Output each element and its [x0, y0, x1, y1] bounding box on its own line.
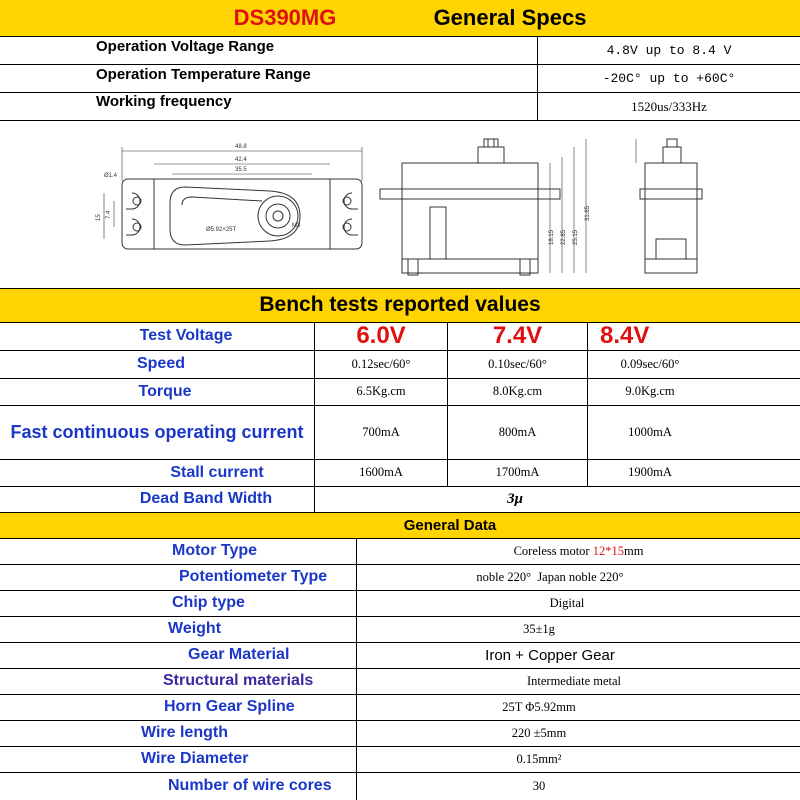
speed-8v4: 0.09sec/60°: [620, 356, 680, 371]
motor-size: 12*15: [592, 543, 624, 558]
data-label-weight: Weight: [168, 620, 222, 637]
data-label-wire-length: Wire length: [141, 724, 228, 741]
bench-voltage-label: Test Voltage: [139, 327, 233, 344]
data-label-wire-cores: Number of wire cores: [168, 777, 332, 794]
data-label-gear-material: Gear Material: [188, 646, 290, 663]
bench-label-torque: Torque: [138, 382, 192, 400]
stall-8v4: 1900mA: [628, 465, 672, 479]
header-bar: [0, 0, 800, 36]
spec-label-frequency: Working frequency: [96, 93, 232, 110]
torque-7v4: 8.0Kg.cm: [492, 384, 543, 398]
deadband-value: 3μ: [507, 490, 523, 507]
data-value-gear-material: Iron + Copper Gear: [485, 646, 615, 664]
spec-label-temperature: Operation Temperature Range: [96, 66, 311, 83]
spec-label-voltage: Operation Voltage Range: [96, 38, 275, 55]
data-label-horn-spline: Horn Gear Spline: [164, 698, 295, 715]
bench-label-stall-current: Stall current: [170, 463, 264, 481]
current-6v: 700mA: [362, 424, 400, 439]
bench-label-deadband: Dead Band Width: [139, 490, 273, 507]
bench-label-speed: Speed: [136, 355, 185, 372]
voltage-8v4: 8.4V: [600, 322, 650, 349]
current-8v4: 1000mA: [628, 424, 672, 439]
stall-6v: 1600mA: [359, 465, 403, 479]
dim-label: 18.15: [549, 229, 555, 245]
data-value-horn-spline: 25T Φ5.92mm: [502, 699, 576, 714]
data-label-structural-materials: Structural materials: [163, 672, 314, 689]
dim-label: Ø1.4: [104, 173, 118, 179]
voltage-6v: 6.0V: [356, 322, 406, 349]
dim-label: 15: [96, 214, 102, 221]
data-value-wire-diameter: 0.15mm²: [516, 751, 562, 766]
bench-title: Bench tests reported values: [259, 293, 541, 316]
servo-top-view: [104, 147, 362, 249]
spec-value-voltage: 4.8V up to 8.4 V: [606, 43, 732, 58]
data-value-wire-cores: 30: [532, 778, 546, 793]
current-7v4: 800mA: [498, 424, 537, 439]
model-name: DS390MG: [233, 5, 337, 30]
spec-value-frequency: 1520us/333Hz: [631, 98, 707, 114]
header-title: General Specs: [433, 5, 587, 30]
dim-label: 31.65: [585, 205, 591, 221]
technical-drawing: [0, 121, 800, 288]
data-value-potentiometer: noble 220° Japan noble 220°: [476, 569, 624, 584]
general-data-title: General Data: [403, 517, 497, 534]
dim-label: M3: [292, 223, 301, 229]
dim-label: 25.15: [573, 229, 579, 245]
data-label-motor-type: Motor Type: [172, 542, 258, 559]
dim-label: 7.4: [106, 210, 112, 219]
servo-end-view: [636, 139, 702, 273]
spec-value-temperature: -20C° up to +60C°: [602, 71, 736, 86]
motor-prefix: Coreless motor: [513, 543, 593, 558]
dim-label: 42.4: [235, 157, 247, 163]
dim-label: 22.85: [561, 229, 567, 245]
servo-side-view: [380, 139, 586, 275]
data-value-weight: 35±1g: [523, 621, 555, 636]
torque-6v: 6.5Kg.cm: [356, 384, 406, 398]
data-value-motor-type: [357, 538, 800, 564]
data-label-chip-type: Chip type: [172, 594, 245, 611]
bench-label-continuous-current: Fast continuous operating current: [10, 421, 304, 442]
data-value-chip-type: Digital: [549, 595, 585, 610]
stall-7v4: 1700mA: [495, 465, 540, 479]
dim-label: Ø5.92×25T: [206, 227, 237, 233]
speed-7v4: 0.10sec/60°: [488, 356, 547, 371]
data-label-potentiometer: Potentiometer Type: [179, 568, 328, 585]
dim-label: 35.5: [235, 167, 247, 173]
data-value-wire-length: 220 ±5mm: [511, 725, 567, 740]
speed-6v: 0.12sec/60°: [351, 356, 411, 371]
data-value-structural-materials: Intermediate metal: [526, 673, 622, 688]
motor-unit: mm: [623, 543, 644, 558]
voltage-7v4: 7.4V: [492, 322, 543, 349]
torque-8v4: 9.0Kg.cm: [625, 384, 675, 398]
data-label-wire-diameter: Wire Diameter: [141, 750, 249, 767]
dim-label: 48.8: [235, 144, 247, 150]
